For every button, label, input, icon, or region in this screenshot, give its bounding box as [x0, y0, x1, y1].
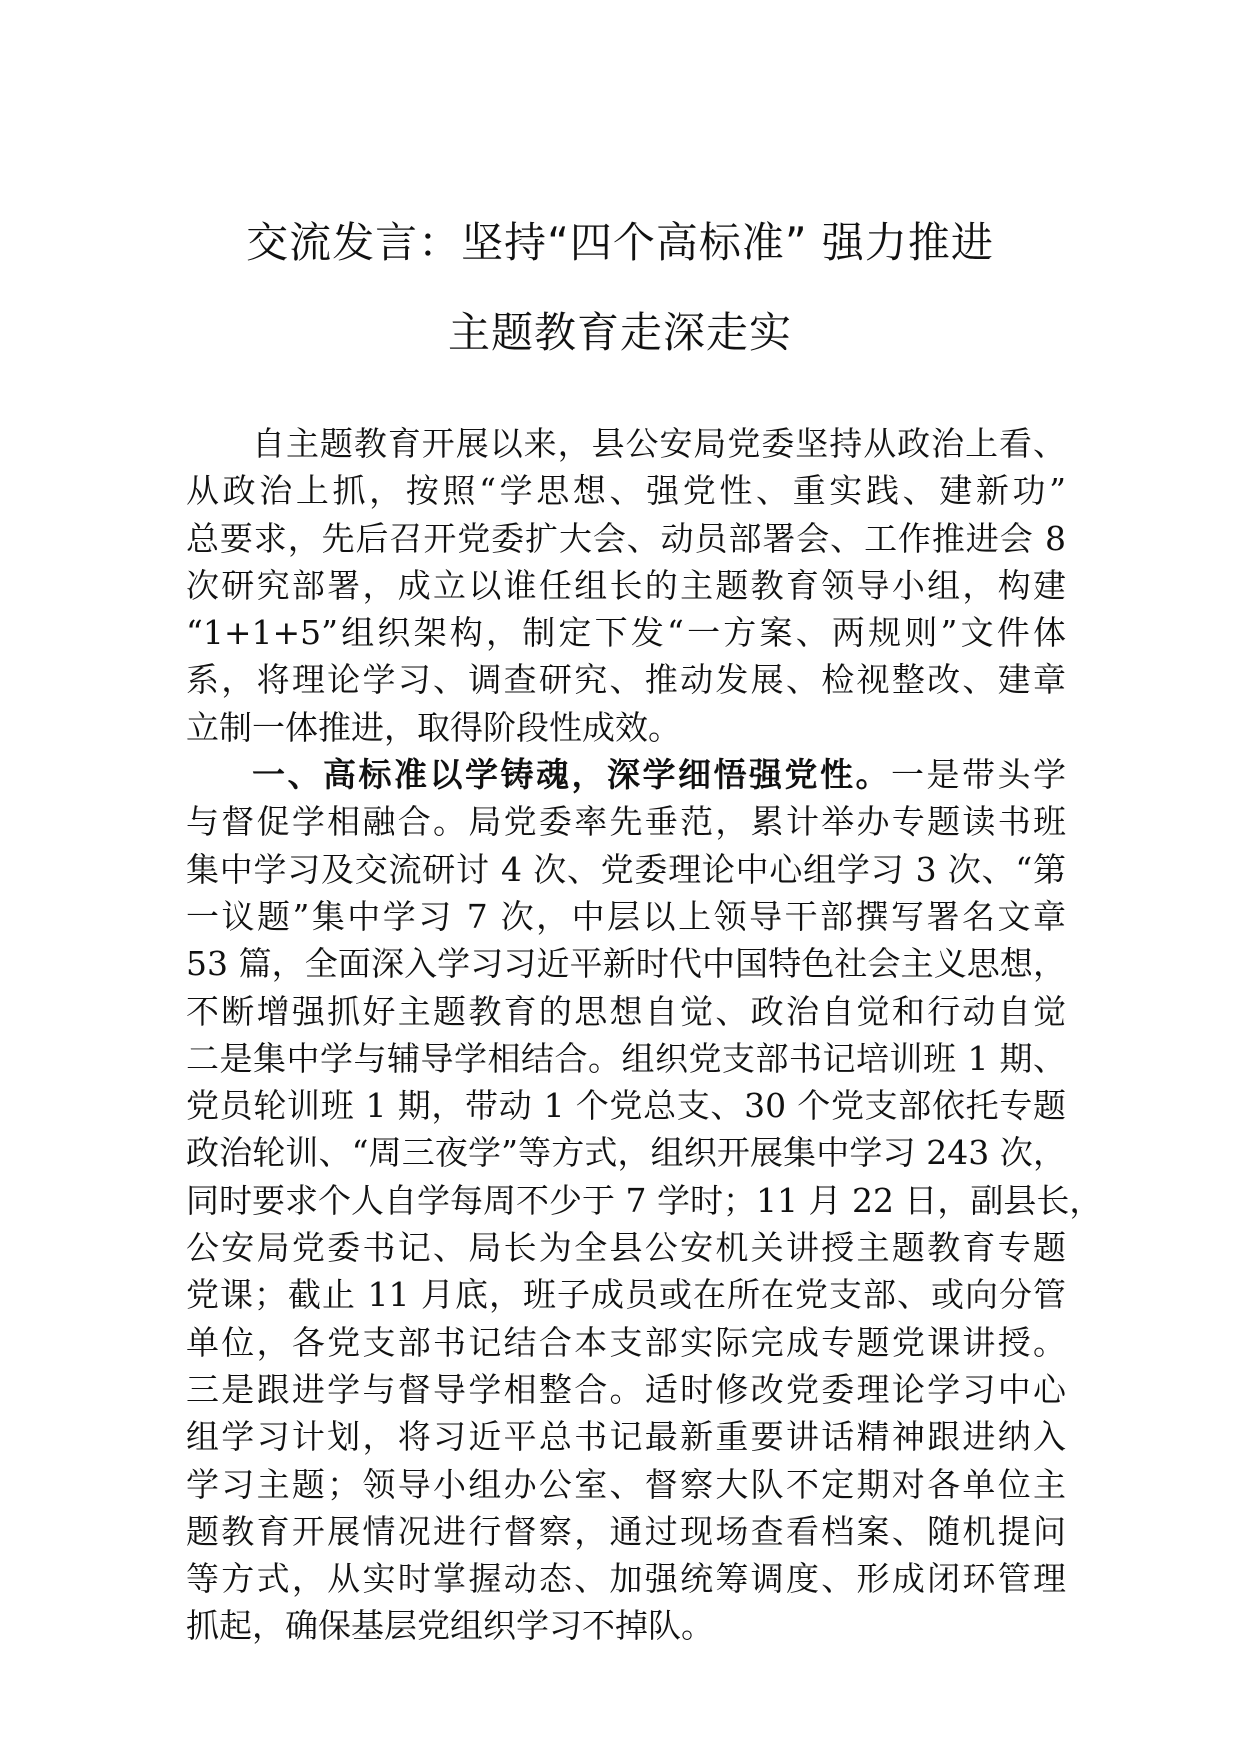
- intro-paragraph-line: 总要求，先后召开党委扩大会、动员部署会、工作推进会 8: [186, 518, 1066, 558]
- section1-paragraph-line: 二是集中学与辅导学相结合。组织党支部书记培训班 1 期、: [186, 1038, 1066, 1078]
- intro-paragraph-line: 从政治上抓，按照“学思想、强党性、重实践、建新功”: [186, 471, 1066, 511]
- section1-paragraph-line: 政治轮训、“周三夜学”等方式，组织开展集中学习 243 次，: [186, 1133, 1066, 1173]
- section1-paragraph-line: 党课；截止 11 月底，班子成员或在所在党支部、或向分管: [186, 1275, 1066, 1315]
- section1-paragraph-line: 题教育开展情况进行督察，通过现场查看档案、随机提问: [186, 1511, 1066, 1551]
- section1-paragraph-line: 抓起，确保基层党组织学习不掉队。: [186, 1606, 714, 1646]
- section1-paragraph-line: 不断增强抓好主题教育的思想自觉、政治自觉和行动自觉: [186, 991, 1066, 1031]
- section1-paragraph-line: 公安局党委书记、局长为全县公安机关讲授主题教育专题: [186, 1228, 1066, 1268]
- section1-paragraph-line: 集中学习及交流研讨 4 次、党委理论中心组学习 3 次、“第: [186, 849, 1066, 889]
- section1-first-line-rest: 一是带头学: [891, 755, 1066, 795]
- section1-heading: 一、高标准以学铸魂，深学细悟强党性。: [252, 755, 891, 795]
- section1-paragraph-line: 三是跟进学与督导学相整合。适时修改党委理论学习中心: [186, 1369, 1066, 1409]
- section1-first-line: [186, 751, 1066, 798]
- section1-paragraph-line: 单位，各党支部书记结合本支部实际完成专题党课讲授。: [186, 1322, 1066, 1362]
- section1-paragraph-line: 与督促学相融合。局党委率先垂范，累计举办专题读书班: [186, 802, 1066, 842]
- document-title-line-2: 主题教育走深走实: [447, 308, 792, 357]
- document-title-line-1: 交流发言：坚持“四个高标准” 强力推进: [246, 218, 994, 267]
- intro-paragraph-line: 次研究部署，成立以谁任组长的主题教育领导小组，构建: [186, 565, 1066, 605]
- document-body: [186, 420, 1103, 1650]
- section1-paragraph-line: 一议题”集中学习 7 次，中层以上领导干部撰写署名文章: [186, 896, 1066, 936]
- intro-paragraph-line: 自主题教育开展以来，县公安局党委坚持从政治上看、: [252, 424, 1066, 463]
- section1-paragraph-line: 组学习计划，将习近平总书记最新重要讲话精神跟进纳入: [186, 1417, 1066, 1457]
- section1-paragraph-line: 学习主题；领导小组办公室、督察大队不定期对各单位主: [186, 1464, 1066, 1504]
- section1-paragraph-line: 等方式，从实时掌握动态、加强统筹调度、形成闭环管理: [186, 1559, 1066, 1599]
- section1-paragraph-line: 党员轮训班 1 期，带动 1 个党总支、30 个党支部依托专题: [186, 1086, 1066, 1126]
- section1-paragraph-line: 53 篇，全面深入学习习近平新时代中国特色社会主义思想，: [186, 944, 1066, 984]
- intro-paragraph-line: 立制一体推进，取得阶段性成效。: [186, 707, 681, 747]
- intro-paragraph-line: “1+1+5”组织架构，制定下发“一方案、两规则”文件体: [186, 613, 1066, 653]
- intro-paragraph-line: 系，将理论学习、调查研究、推动发展、检视整改、建章: [186, 660, 1066, 700]
- section1-paragraph-line: 同时要求个人自学每周不少于 7 学时；11 月 22 日，副县长，: [186, 1180, 1103, 1220]
